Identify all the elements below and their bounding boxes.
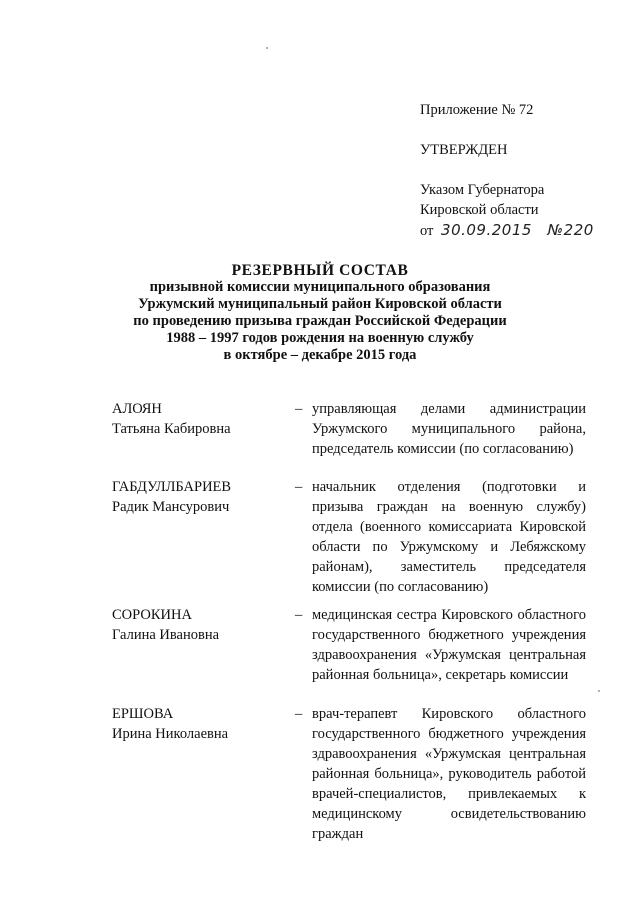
decree-line-1: Указом Губернатора xyxy=(420,182,545,198)
document-title xyxy=(100,262,540,364)
title-main: РЕЗЕРВНЫЙ СОСТАВ xyxy=(231,262,409,279)
member-given-names: Татьяна Кабировна xyxy=(112,421,231,437)
member-given-names: Галина Ивановна xyxy=(112,627,220,643)
decree-line-2: Кировской области xyxy=(420,202,539,218)
date-prefix: от xyxy=(420,223,434,239)
member-role: управляющая делами администрации Уржумского муниципального района, председатель комиссии (по согласованию) xyxy=(312,401,586,457)
member-role: медицинская сестра Кировского областного государственного бюджетного учреждения здравоохранения «Уржумская центральная районная больница», секретарь комиссии xyxy=(312,607,586,683)
member-surname: СОРОКИНА xyxy=(112,607,192,623)
member-name xyxy=(112,605,292,645)
spacer xyxy=(420,120,620,140)
member-role: врач-терапевт Кировского областного государственного бюджетного учреждения здравоохранения «Уржумская центральная районная больница», руководитель работой врачей-специалистов, привлекаемых к медицинскому освидетельствованию граждан xyxy=(312,706,586,842)
title-line-1: призывной комиссии муниципального образования xyxy=(149,279,491,295)
member-dash: – xyxy=(295,401,303,417)
member-surname: ГАБДУЛЛБАРИЕВ xyxy=(112,479,232,495)
member-dash: – xyxy=(295,479,303,495)
scan-speck xyxy=(598,690,600,692)
member-given-names: Ирина Николаевна xyxy=(112,726,229,742)
appendix-number: Приложение № 72 xyxy=(420,102,534,118)
approved-label: УТВЕРЖДЕН xyxy=(420,142,508,158)
member-name xyxy=(112,399,292,439)
member-given-names: Радик Мансурович xyxy=(112,499,230,515)
title-line-2: Уржумский муниципальный район Кировской области xyxy=(138,296,502,312)
member-name xyxy=(112,704,292,744)
member-name xyxy=(112,477,292,517)
member-role: начальник отделения (подготовки и призыва граждан на военную службу) отдела (военного комиссариата Кировской области по Уржумскому и Лебяжскому районам), заместитель председателя комиссии (по согласованию) xyxy=(312,479,586,595)
scan-speck xyxy=(266,47,268,49)
decree-date-line xyxy=(420,220,620,241)
handwritten-number: №220 xyxy=(547,221,594,239)
member-surname: АЛОЯН xyxy=(112,401,162,417)
title-line-5: в октябре – декабре 2015 года xyxy=(223,347,417,363)
member-surname: ЕРШОВА xyxy=(112,706,174,722)
spacer xyxy=(420,160,620,180)
title-line-3: по проведению призыва граждан Российской Федерации xyxy=(133,313,507,329)
handwritten-date: 30.09.2015 xyxy=(441,221,532,239)
member-dash: – xyxy=(295,706,303,722)
approval-header xyxy=(420,100,620,241)
member-dash: – xyxy=(295,607,303,623)
title-line-4: 1988 – 1997 годов рождения на военную службу xyxy=(166,330,474,346)
